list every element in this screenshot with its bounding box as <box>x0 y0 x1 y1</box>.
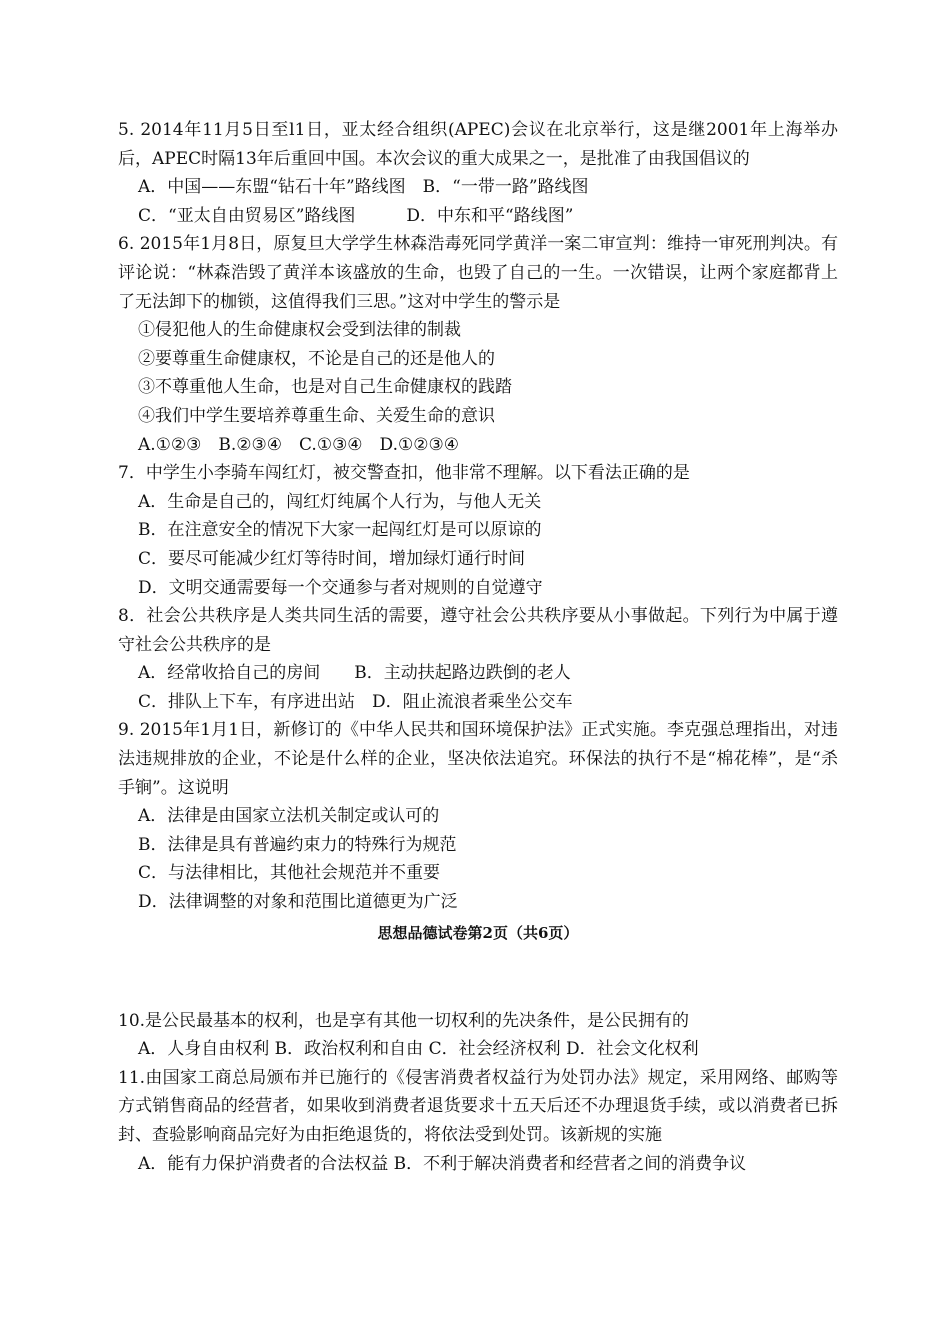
question-6-stem: 6. 2015年1月8日，原复旦大学学生林森浩毒死同学黄洋一案二审宣判：维持一审死刑判决。有评论说：“林森浩毁了黄洋本该盛放的生命，也毁了自己的一生。一次错误，让两个家庭都背上了无法卸下的枷锁，这值得我们三思。”这对中学生的警示是 <box>118 234 838 312</box>
question-7-stem: 7．中学生小李骑车闯红灯，被交警查扣，他非常不理解。以下看法正确的是 <box>118 463 690 484</box>
question-6 <box>118 230 838 459</box>
question-5 <box>118 116 838 230</box>
question-9-option-a: A．法律是由国家立法机关制定或认可的 <box>138 806 440 827</box>
question-7-option-c: C．要尽可能减少红灯等待时间，增加绿灯通行时间 <box>138 548 526 569</box>
question-8-options-row-1: A．经常收拾自己的房间 B．主动扶起路边跌倒的老人 <box>138 663 571 684</box>
question-7-option-d: D．文明交通需要每一个交通参与者对规则的自觉遵守 <box>138 577 543 598</box>
question-10-stem: 10.是公民最基本的权利，也是享有其他一切权利的先决条件，是公民拥有的 <box>118 1010 690 1031</box>
page-break-gap <box>118 947 838 1007</box>
question-9-option-d: D．法律调整的对象和范围比道德更为广泛 <box>138 892 458 913</box>
question-5-options-row-1: A．中国——东盟“钻石十年”路线图 B．“一带一路”路线图 <box>138 177 589 198</box>
question-7 <box>118 459 838 602</box>
page-footer: 思想品德试卷第2页（共6页） <box>377 923 579 942</box>
question-6-options: A.①②③ B.②③④ C.①③④ D.①②③④ <box>138 434 459 455</box>
question-7-option-a: A．生命是自己的，闯红灯纯属个人行为，与他人无关 <box>138 491 542 512</box>
question-8 <box>118 602 838 716</box>
question-11-options: A．能有力保护消费者的合法权益 B．不利于解决消费者和经营者之间的消费争议 <box>138 1153 747 1174</box>
question-7-option-b: B．在注意安全的情况下大家一起闯红灯是可以原谅的 <box>138 520 542 541</box>
question-8-stem: 8．社会公共秩序是人类共同生活的需要，遵守社会公共秩序要从小事做起。下列行为中属于遵守社会公共秩序的是 <box>118 606 838 655</box>
question-9-option-b: B．法律是具有普遍约束力的特殊行为规范 <box>138 834 457 855</box>
question-5-options-row-2: C．“亚太自由贸易区”路线图 D．中东和平“路线图” <box>138 205 574 226</box>
question-10 <box>118 1007 838 1064</box>
question-9-stem: 9. 2015年1月1日，新修订的《中华人民共和国环境保护法》正式实施。李克强总理指出，对违法违规排放的企业，不论是什么样的企业，坚决依法追究。环保法的执行不是“棉花棒”，是“杀手锏”。这说明 <box>118 720 838 798</box>
question-10-options: A．人身自由权利 B．政治权利和自由 C．社会经济权利 D．社会文化权利 <box>138 1039 699 1060</box>
question-6-item-3: ③不尊重他人生命，也是对自己生命健康权的践踏 <box>138 377 512 398</box>
question-8-options-row-2: C．排队上下车，有序进出站 D．阻止流浪者乘坐公交车 <box>138 691 573 712</box>
question-6-item-4: ④我们中学生要培养尊重生命、关爱生命的意识 <box>138 405 495 426</box>
question-5-stem: 5. 2014年11月5日至l1日，亚太经合组织(APEC)会议在北京举行，这是继2001年上海举办后，APEC时隔13年后重回中国。本次会议的重大成果之一，是批准了由我国倡议的 <box>118 120 838 169</box>
exam-page <box>118 116 838 1178</box>
question-11-stem: 11.由国家工商总局颁布并已施行的《侵害消费者权益行为处罚办法》规定，采用网络、邮购等方式销售商品的经营者，如果收到消费者退货要求十五天后还不办理退货手续，或以消费者已拆封、查验影响商品完好为由拒绝退货的，将依法受到处罚。该新规的实施 <box>118 1067 838 1145</box>
question-9 <box>118 716 838 916</box>
question-9-option-c: C．与法律相比，其他社会规范并不重要 <box>138 863 441 884</box>
question-6-item-2: ②要尊重生命健康权，不论是自己的还是他人的 <box>138 348 495 369</box>
question-11 <box>118 1064 838 1178</box>
question-6-item-1: ①侵犯他人的生命健康权会受到法律的制裁 <box>138 320 461 341</box>
